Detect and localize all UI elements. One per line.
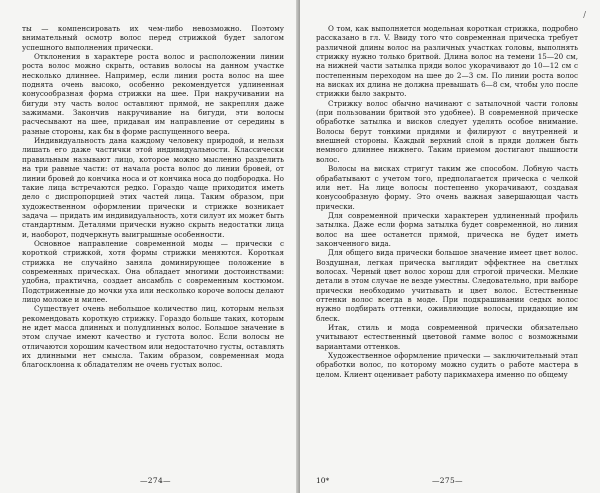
left-paragraph: Индивидуальность дана каждому человеку природой, и нельзя лишать его даже частички этой индивидуальности. Классически правильным называют лицо, которое можно мысленно разделить на три равные части: от начала роста волос до линии бровей, от линии бровей до кончика носа и от кончика носа до подбородка. Но такие лица встречаются редко. Гораздо чаще приходится иметь дело с диспропорцией этих частей лица. Таким образом, при художественном оформлении прически и стрижке возникает задача — придать им индивидуальность, хотя силуэт их может быть стандартным. Деталями прически нужно скрыть недостатки лица и, наоборот, подчеркнуть выигрышные особенности. xyxy=(22,136,284,239)
left-paragraph: Отклонения в характере роста волос и расположении линии роста волос можно скрыть, оставив волосы на данном участке несколько длиннее. Например, если линия роста волос на шее поднята очень высоко, особенно рекомендуется удлиненная конусообразная форма стрижки на шее. При накручивании на бигуди эту часть волос оставляют прямой, не закрепляя даже зажимами. Закончив накручивание на бигуди, эти волосы расчесывают на шее, придавая им направление от середины в разные стороны, как бы в форме распущенного веера. xyxy=(22,52,284,136)
right-paragraph: Художественное оформление прически — заключительный этап обработки волос, по которому можно судить о работе мастера в целом. Клиент оценивает работу парикмахера именно по общему xyxy=(316,351,578,379)
page-number-left: —274— xyxy=(140,476,171,485)
right-paragraph: Для современной прически характерен удлиненный профиль затылка. Даже если форма затылка будет современной, но линия волос на шее останется прямой, прическа не будет иметь законченного вида. xyxy=(316,210,578,248)
left-paragraph: ты — компенсировать их чем-либо невозможно. Поэтому внимательный осмотр волос перед стрижкой будет залогом успешного выполнения прически. xyxy=(22,24,284,52)
page-275 xyxy=(300,0,600,493)
left-paragraph: Существует очень небольшое количество лиц, которым нельзя рекомендовать короткую стрижку. Гораздо больше таких, которым не идет масса длинных и полудлинных волос. Большое значение в этом случае имеют качество и густота волос. Если волосы не отличаются хорошим качеством или недостаточно густы, оставлять их длинными нет смысла. Таким образом, современная мода благосклонна к обладателям не очень густых волос. xyxy=(22,304,284,370)
signature-mark: 10* xyxy=(316,476,330,485)
left-text-column xyxy=(22,24,284,370)
right-paragraph: Волосы на висках стригут таким же способом. Лобную часть обрабатывают с учетом того, предполагается прическа с челкой или нет. На лице волосы постепенно укорачивают, создавая конусообразную форму. Это очень важная завершающая часть прически. xyxy=(316,164,578,211)
right-text-column xyxy=(316,24,578,379)
right-paragraph: Итак, стиль и мода современной прически обязательно учитывают естественный цветовой гамме волос с возможными вариантами оттенков. xyxy=(316,323,578,351)
page-number-right: —275— xyxy=(432,476,463,485)
corner-mark: / xyxy=(583,10,586,19)
left-paragraph: Основное направление современной моды — прически с короткой стрижкой, хотя формы стрижки меняются. Короткая стрижка не случайно заняла доминирующее положение в современных прическах. Она обладает многими достоинствами: удобна, практична, создает ансамбль с современным костюмом. Подстриженные до мочки уха или несколько короче волосы делают лицо моложе и милее. xyxy=(22,238,284,304)
right-paragraph: Стрижку волос обычно начинают с затылочной части головы (при пользовании бритвой это удобнее). В современной прическе обработке затылка и висков следует уделять особое внимание. Волосы берут тонкими прядями и филируют с внутренней и внешней стороны. Каждый верхний слой в пряди должен быть немного длиннее нижнего. Таким приемом достигают пышности волос. xyxy=(316,98,578,164)
right-paragraph: О том, как выполняется модельная короткая стрижка, подробно рассказано в гл. V. Ввиду того что современная прическа требует различной длины волос на различных участках головы, выполнять стрижку нужно только бритвой. Длина волос на темени 15—20 см, на нижней части затылка пряди волос укорачивают до 10—12 см с постепенным переходом на шее до 2—3 см. По линии роста волос на висках их длина не должна превышать 6—8 см, чтобы уло после стрижки было закрыто. xyxy=(316,24,578,99)
right-paragraph: Для общего вида прически большое значение имеет цвет волос. Воздушная, легкая прическа выглядит эффектнее на светлых волосах. Черный цвет волос хорош для строгой прически. Мелкие детали в этом случае не везде уместны. Следовательно, при выборе прически необходимо учитывать и цвет волос. Естественные оттенки волос всегда в моде. При подкрашивании седых волос нужно подбирать оттенки, оживляющие волосы, придающие им блеск. xyxy=(316,248,578,323)
